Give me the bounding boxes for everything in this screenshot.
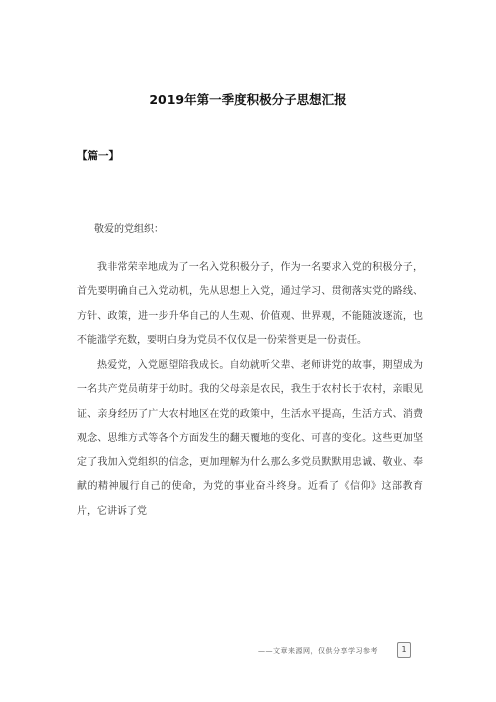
paragraph: 热爱党，入党愿望陪我成长。自幼就听父辈、老师讲党的故事，期望成为一名共产党员萌芽于幼时。我的父母亲是农民，我生于农村长于农村，亲眼见证、亲身经历了广大农村地区在党的政策中，生活水平提高，生活方式、消费观念、思维方式等各个方面发生的翻天覆地的变化、可喜的变化。这些更加坚定了我加入党组织的信念，更加理解为什么那么多党员默默用忠诚、敬业、奉献的精神履行自己的使命，为党的事业奋斗终身。近看了《信仰》这部教育片，它讲诉了党 <box>77 360 423 517</box>
page-number-badge: 1 <box>397 642 411 658</box>
document-title: 2019年第一季度积极分子思想汇报 <box>149 92 347 107</box>
salutation: 敬爱的党组织： <box>94 224 164 235</box>
section-label: 【篇一】 <box>77 150 119 162</box>
paragraph: 我非常荣幸地成为了一名入党积极分子，作为一名要求入党的积极分子，首先要明确自己入党动机，先从思想上入党，通过学习、贯彻落实党的路线、方针、政策，进一步升华自己的人生观、价值观、世界观，不能随波逐流，也不能滥学充数，要明白身为党员不仅仅是一份荣誉更是一份责任。 <box>77 262 423 346</box>
footer-note: ——文章来源网，仅供分享学习参考 <box>258 647 378 655</box>
